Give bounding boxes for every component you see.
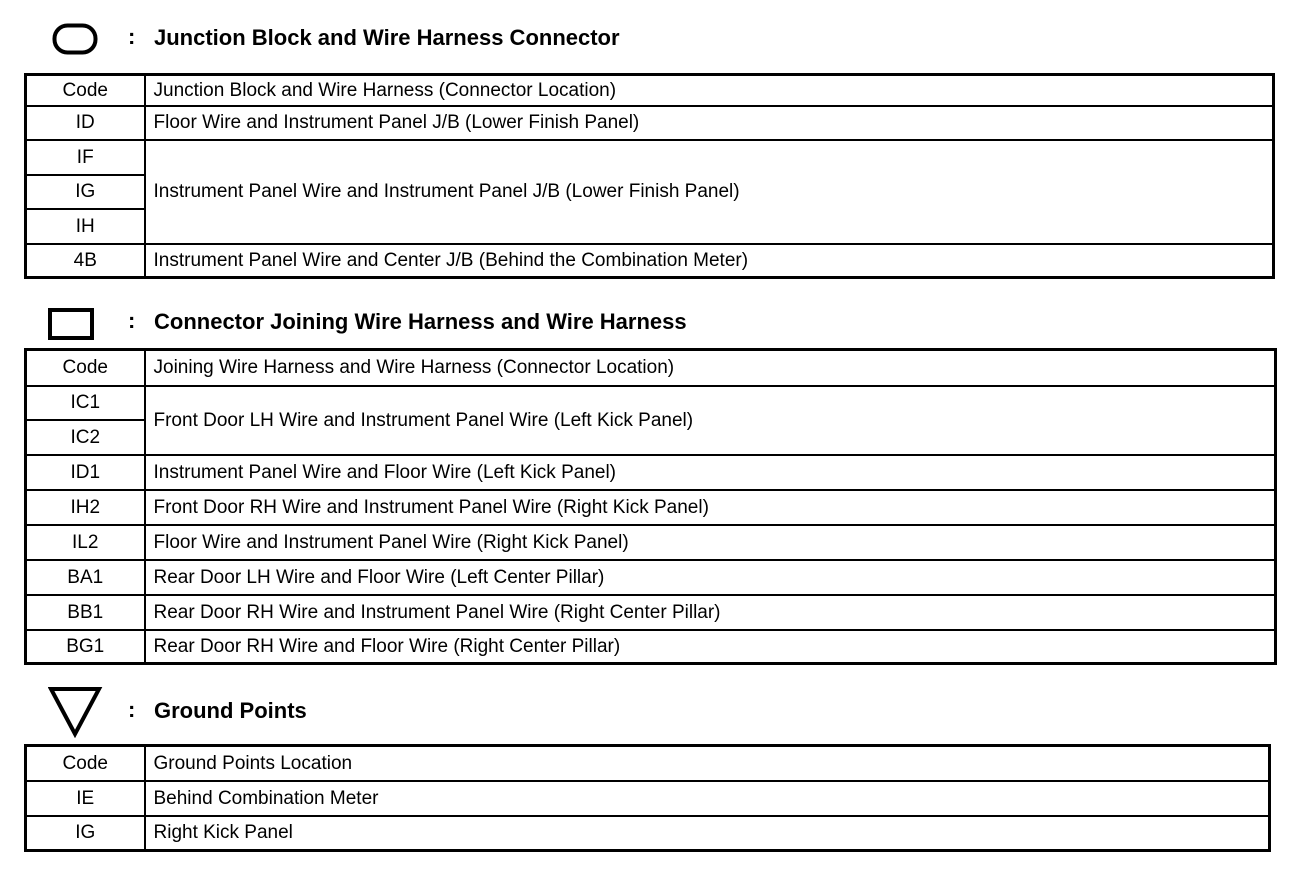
location-header: Junction Block and Wire Harness (Connector Location) (145, 75, 1274, 106)
section-colon: : (128, 24, 136, 49)
table-row (26, 525, 1276, 560)
table-row (26, 386, 1276, 420)
table-row (26, 560, 1276, 595)
table-row (26, 455, 1276, 490)
junction-block-table (24, 73, 1275, 279)
location-cell: Instrument Panel Wire and Center J/B (Behind the Combination Meter) (145, 244, 1274, 278)
section-colon: : (128, 697, 136, 722)
table-row (26, 140, 1274, 175)
code-cell: IG (26, 175, 145, 209)
table-header-row (26, 350, 1276, 386)
code-cell: IH (26, 209, 145, 244)
code-cell: IG (26, 816, 145, 851)
code-cell: IC2 (26, 420, 145, 455)
code-cell: ID (26, 106, 145, 140)
location-cell: Front Door LH Wire and Instrument Panel Wire (Left Kick Panel) (145, 386, 1276, 455)
section-colon: : (128, 308, 136, 333)
section-heading: Ground Points (154, 698, 307, 723)
location-header: Ground Points Location (145, 746, 1270, 781)
table-row (26, 595, 1276, 630)
code-cell: IH2 (26, 490, 145, 525)
location-cell: Rear Door RH Wire and Floor Wire (Right Center Pillar) (145, 630, 1276, 664)
table-header-row (26, 75, 1274, 106)
code-cell: IL2 (26, 525, 145, 560)
code-cell: BB1 (26, 595, 145, 630)
location-cell: Floor Wire and Instrument Panel J/B (Lower Finish Panel) (145, 106, 1274, 140)
location-cell: Rear Door LH Wire and Floor Wire (Left Center Pillar) (145, 560, 1276, 595)
location-cell: Instrument Panel Wire and Instrument Panel J/B (Lower Finish Panel) (145, 140, 1274, 244)
triangle-down-icon (48, 686, 104, 738)
table-row (26, 816, 1270, 851)
location-cell: Front Door RH Wire and Instrument Panel Wire (Right Kick Panel) (145, 490, 1276, 525)
table-row (26, 490, 1276, 525)
location-cell: Rear Door RH Wire and Instrument Panel Wire (Right Center Pillar) (145, 595, 1276, 630)
section-junction-block (0, 14, 1312, 64)
table-row (26, 106, 1274, 140)
connector-joining-table (24, 348, 1277, 665)
location-cell: Behind Combination Meter (145, 781, 1270, 816)
code-cell: ID1 (26, 455, 145, 490)
location-header: Joining Wire Harness and Wire Harness (Connector Location) (145, 350, 1276, 386)
section-connector-joining (0, 298, 1312, 348)
code-cell: IC1 (26, 386, 145, 420)
code-header: Code (26, 746, 145, 781)
code-cell: BG1 (26, 630, 145, 664)
code-cell: IE (26, 781, 145, 816)
location-cell: Floor Wire and Instrument Panel Wire (Right Kick Panel) (145, 525, 1276, 560)
location-cell: Instrument Panel Wire and Floor Wire (Left Kick Panel) (145, 455, 1276, 490)
table-row (26, 630, 1276, 664)
table-header-row (26, 746, 1270, 781)
code-header: Code (26, 75, 145, 106)
square-icon (48, 308, 94, 340)
location-cell: Right Kick Panel (145, 816, 1270, 851)
section-ground-points (0, 684, 1312, 734)
section-heading: Junction Block and Wire Harness Connector (154, 25, 620, 50)
rounded-rectangle-icon (52, 23, 98, 55)
code-header: Code (26, 350, 145, 386)
table-row (26, 244, 1274, 278)
ground-points-table (24, 744, 1271, 852)
table-row (26, 781, 1270, 816)
code-cell: 4B (26, 244, 145, 278)
code-cell: IF (26, 140, 145, 175)
code-cell: BA1 (26, 560, 145, 595)
section-heading: Connector Joining Wire Harness and Wire Harness (154, 309, 687, 334)
